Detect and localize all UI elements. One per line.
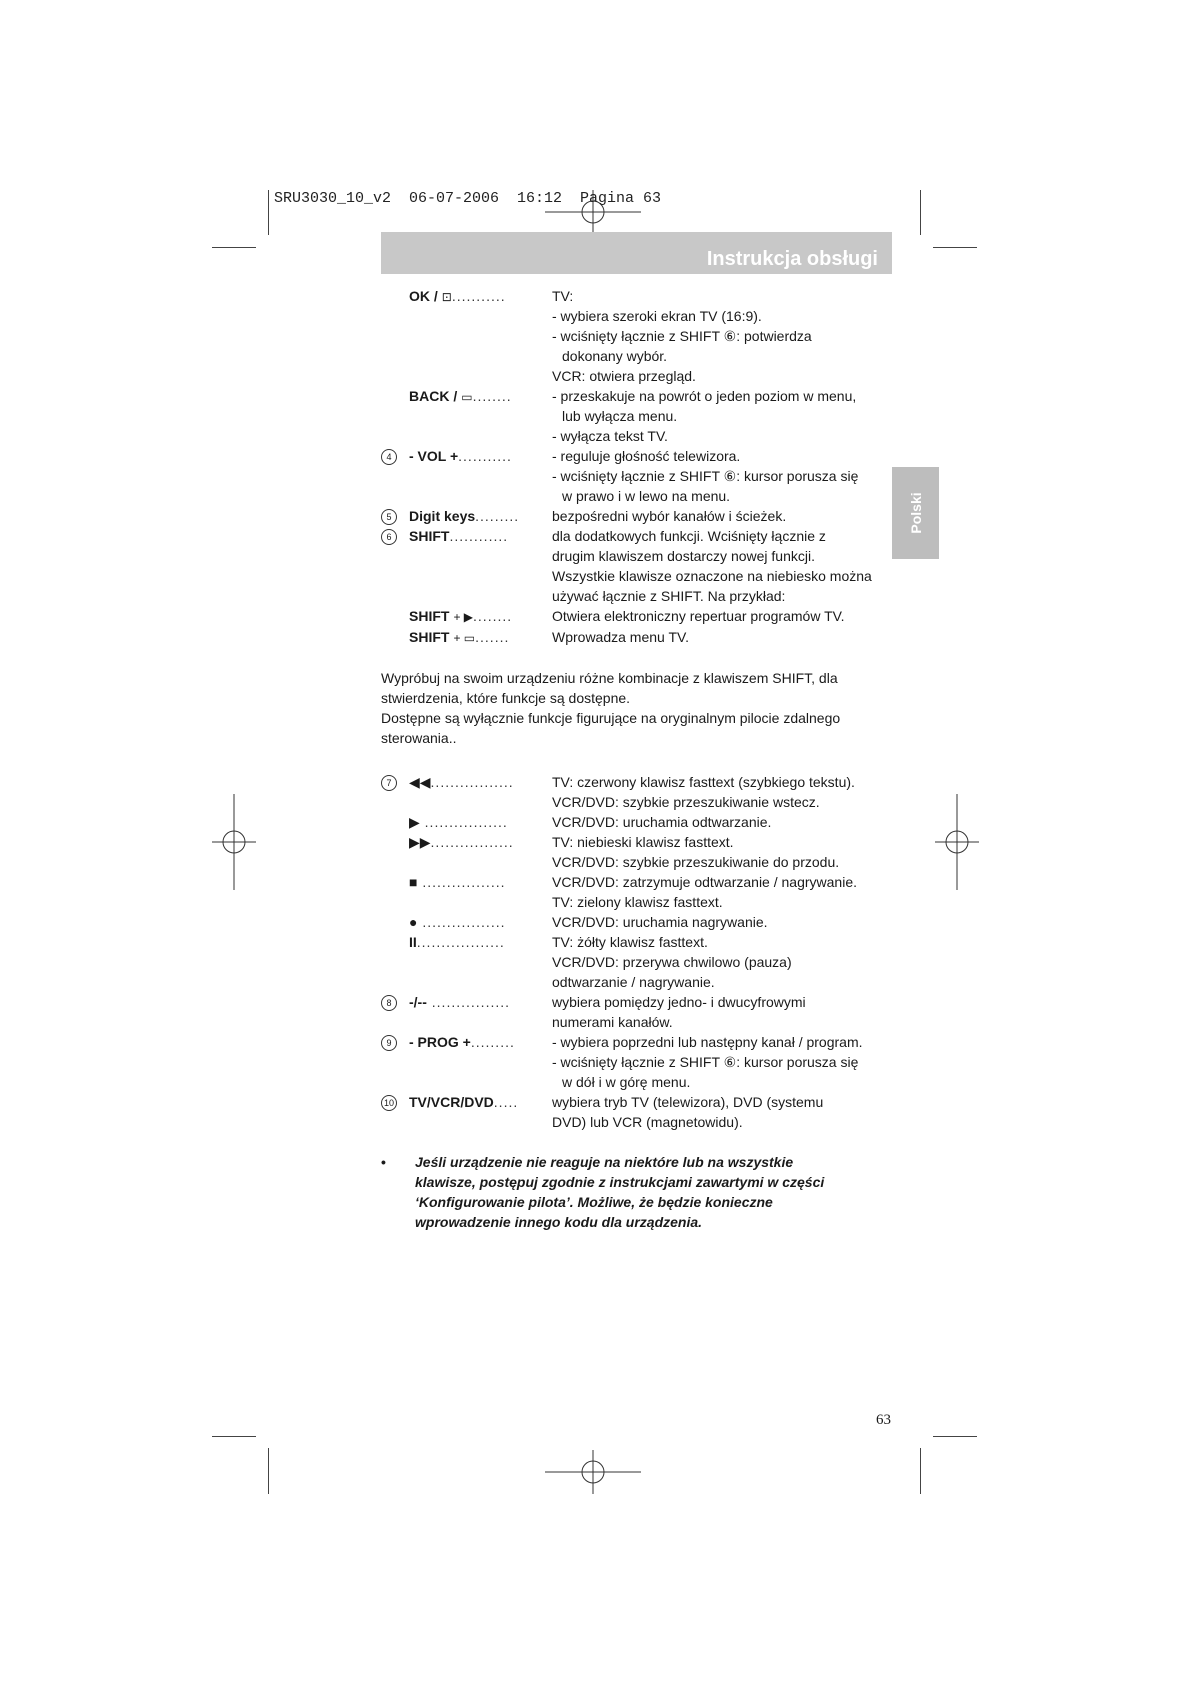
key-entry	[381, 812, 901, 832]
description-line: VCR/DVD: szybkie przeszukiwanie wstecz.	[552, 794, 820, 810]
key-label: SHIFT	[409, 528, 450, 544]
key-description	[552, 526, 901, 606]
description-line: numerami kanałów.	[552, 1014, 673, 1030]
leader-dots: .................	[419, 814, 508, 830]
circled-number-icon: 10	[381, 1095, 397, 1111]
key-description	[552, 812, 901, 832]
entry-number	[381, 1092, 409, 1132]
registration-mark-icon	[935, 794, 979, 890]
key-description	[552, 1092, 901, 1132]
leader-dots: .....	[493, 1094, 519, 1110]
leader-dots: .........	[470, 1034, 515, 1050]
key-entry	[381, 912, 901, 932]
key-entry	[381, 1092, 901, 1132]
description-line: w prawo i w lewo na menu.	[562, 488, 731, 504]
entry-number	[381, 872, 409, 912]
key-description	[552, 912, 901, 932]
print-slug: SRU3030_10_v2 06-07-2006 16:12 Pagina 63	[274, 190, 662, 207]
key-label: Digit keys	[409, 508, 476, 524]
description-line: lub wyłącza menu.	[562, 408, 678, 424]
leader-dots: .................	[417, 874, 506, 890]
circled-number-icon: 8	[381, 995, 397, 1011]
entry-number	[381, 992, 409, 1032]
leader-dots: ........	[473, 608, 513, 624]
entry-number	[381, 812, 409, 832]
key-label: BACK /	[409, 388, 458, 404]
paragraph-text: Dostępne są wyłącznie funkcje figurujące na oryginalnym pilocie zdalnego sterowania..	[381, 710, 841, 746]
registration-mark-icon	[212, 794, 256, 890]
description-line: - reguluje głośność telewizora.	[552, 448, 741, 464]
description-line: - wciśnięty łącznie z SHIFT ⑥: potwierdza	[552, 328, 812, 344]
description-line: TV: zielony klawisz fasttext.	[552, 894, 723, 910]
description-line: w dół i w górę menu.	[562, 1074, 691, 1090]
key-name	[409, 606, 552, 627]
description-line: TV: czerwony klawisz fasttext (szybkiego tekstu).	[552, 774, 855, 790]
key-label: ▶▶	[409, 834, 431, 850]
description-line: Wprowadza menu TV.	[552, 629, 689, 645]
key-entry	[381, 832, 901, 872]
key-name	[409, 872, 552, 912]
description-line: TV: niebieski klawisz fasttext.	[552, 834, 734, 850]
circled-number-icon: 4	[381, 449, 397, 465]
key-symbol-icon: ▭	[461, 390, 473, 404]
key-name	[409, 446, 552, 506]
entry-number	[381, 912, 409, 932]
crop-mark	[212, 247, 256, 248]
leader-dots: .........	[475, 508, 520, 524]
key-list-1	[381, 286, 901, 648]
key-name	[409, 506, 552, 526]
key-entry	[381, 386, 901, 446]
description-line: VCR/DVD: zatrzymuje odtwarzanie / nagrywanie.	[552, 874, 858, 890]
description-line: VCR/DVD: uruchamia odtwarzanie.	[552, 814, 772, 830]
description-line: używać łącznie z SHIFT. Na przykład:	[552, 588, 786, 604]
key-name	[409, 1092, 552, 1132]
description-line: TV:	[552, 288, 574, 304]
key-name	[409, 932, 552, 992]
key-label: ◀◀	[409, 774, 431, 790]
key-name	[409, 286, 552, 386]
key-entry	[381, 627, 901, 648]
leader-dots: .................	[430, 834, 514, 850]
key-name	[409, 912, 552, 932]
key-name	[409, 812, 552, 832]
key-label: OK /	[409, 288, 438, 304]
key-description	[552, 506, 901, 526]
crop-mark	[268, 1448, 269, 1494]
key-name	[409, 1032, 552, 1092]
circled-number-icon: 6	[381, 529, 397, 545]
entry-number	[381, 526, 409, 606]
description-line: VCR/DVD: przerywa chwilowo (pauza)	[552, 954, 792, 970]
leader-dots: .................	[417, 914, 506, 930]
key-list-2	[381, 772, 901, 1132]
description-line: - przeskakuje na powrót o jeden poziom w menu,	[552, 388, 857, 404]
entry-number	[381, 386, 409, 446]
bullet: •	[381, 1154, 386, 1170]
section-title: Instrukcja obsługi	[706, 248, 878, 270]
key-symbol-icon: + ▭	[453, 631, 476, 645]
key-description	[552, 772, 901, 812]
circled-number-icon: 7	[381, 775, 397, 791]
key-label: - PROG +	[409, 1034, 471, 1050]
key-name	[409, 992, 552, 1032]
crop-mark	[933, 247, 977, 248]
key-entry	[381, 446, 901, 506]
description-line: VCR/DVD: uruchamia nagrywanie.	[552, 914, 768, 930]
note-text: Jeśli urządzenie nie reaguje na niektóre lub na wszystkie klawisze, postępuj zgodnie z instrukcjami zawartymi w części ‘Konfigurowanie pilota’. Możliwe, że będzie konieczne wprowadzenie innego kodu dla urządzenia.	[415, 1154, 825, 1230]
entry-number	[381, 286, 409, 386]
entry-number	[381, 606, 409, 627]
language-tab-label: Polski	[907, 492, 924, 534]
paragraph-text: Wypróbuj na swoim urządzeniu różne kombinacje z klawiszem SHIFT, dla stwierdzenia, które funkcje są dostępne.	[381, 670, 838, 706]
leader-dots: ..................	[416, 934, 505, 950]
key-label: ▶	[409, 814, 420, 830]
key-description	[552, 286, 901, 386]
leader-dots: ...........	[458, 448, 512, 464]
key-description	[552, 386, 901, 446]
key-entry	[381, 506, 901, 526]
key-entry	[381, 872, 901, 912]
paragraph	[381, 668, 901, 748]
description-line: drugim klawiszem dostarczy nowej funkcji.	[552, 548, 815, 564]
key-description	[552, 932, 901, 992]
description-line: VCR/DVD: szybkie przeszukiwanie do przodu.	[552, 854, 840, 870]
section-header	[381, 232, 892, 274]
entry-number	[381, 1032, 409, 1092]
entry-number	[381, 832, 409, 872]
key-entry	[381, 932, 901, 992]
description-line: Wszystkie klawisze oznaczone na niebiesko można	[552, 568, 872, 584]
description-line: bezpośredni wybór kanałów i ścieżek.	[552, 508, 787, 524]
key-entry	[381, 1032, 901, 1092]
key-name	[409, 386, 552, 446]
entry-number	[381, 506, 409, 526]
description-line: odtwarzanie / nagrywanie.	[552, 974, 715, 990]
key-label: - VOL +	[409, 448, 459, 464]
key-name	[409, 832, 552, 872]
description-line: Otwiera elektroniczny repertuar programów TV.	[552, 608, 845, 624]
crop-mark	[268, 190, 269, 235]
key-entry	[381, 606, 901, 627]
key-symbol-icon: ⊡	[441, 290, 452, 304]
description-line: wybiera tryb TV (telewizora), DVD (systemu	[552, 1094, 824, 1110]
key-name	[409, 772, 552, 812]
key-name	[409, 627, 552, 648]
leader-dots: .................	[430, 774, 514, 790]
key-entry	[381, 286, 901, 386]
registration-mark-icon	[545, 1450, 641, 1494]
key-description	[552, 832, 901, 872]
leader-dots: ............	[449, 528, 509, 544]
key-description	[552, 606, 901, 627]
leader-dots: ........	[472, 388, 512, 404]
key-label: ●	[409, 914, 418, 930]
description-line: - wyłącza tekst TV.	[552, 428, 668, 444]
page-content	[381, 286, 901, 1232]
description-line: - wciśnięty łącznie z SHIFT ⑥: kursor porusza się	[552, 468, 859, 484]
description-line: dokonany wybór.	[562, 348, 668, 364]
description-line: - wciśnięty łącznie z SHIFT ⑥: kursor porusza się	[552, 1054, 859, 1070]
key-label: II	[409, 934, 417, 950]
description-line: DVD) lub VCR (magnetowidu).	[552, 1114, 743, 1130]
crop-mark	[920, 190, 921, 235]
key-description	[552, 872, 901, 912]
crop-mark	[933, 1436, 977, 1437]
description-line: - wybiera szeroki ekran TV (16:9).	[552, 308, 762, 324]
description-line: dla dodatkowych funkcji. Wciśnięty łącznie z	[552, 528, 826, 544]
crop-mark	[212, 1436, 256, 1437]
key-entry	[381, 772, 901, 812]
key-label: SHIFT	[409, 629, 450, 645]
key-entry	[381, 526, 901, 606]
warning-note	[381, 1152, 901, 1232]
key-symbol-icon: + ▶	[453, 610, 474, 624]
page-number: 63	[876, 1412, 891, 1428]
key-name	[409, 526, 552, 606]
key-label: SHIFT	[409, 608, 450, 624]
key-description	[552, 446, 901, 506]
description-line: TV: żółty klawisz fasttext.	[552, 934, 708, 950]
key-description	[552, 627, 901, 648]
entry-number	[381, 627, 409, 648]
leader-dots: ................	[426, 994, 511, 1010]
entry-number	[381, 772, 409, 812]
circled-number-icon: 9	[381, 1035, 397, 1051]
key-description	[552, 1032, 901, 1092]
circled-number-icon: 5	[381, 509, 397, 525]
leader-dots: .......	[475, 629, 510, 645]
entry-number	[381, 446, 409, 506]
description-line: - wybiera poprzedni lub następny kanał / program.	[552, 1034, 863, 1050]
key-label: -/--	[409, 994, 427, 1010]
key-entry	[381, 992, 901, 1032]
description-line: wybiera pomiędzy jedno- i dwucyfrowymi	[552, 994, 806, 1010]
entry-number	[381, 932, 409, 992]
leader-dots: ...........	[451, 288, 506, 304]
description-line: VCR: otwiera przegląd.	[552, 368, 696, 384]
key-label: ■	[409, 874, 418, 890]
key-description	[552, 992, 901, 1032]
crop-mark	[920, 1448, 921, 1494]
key-label: TV/VCR/DVD	[409, 1094, 494, 1110]
